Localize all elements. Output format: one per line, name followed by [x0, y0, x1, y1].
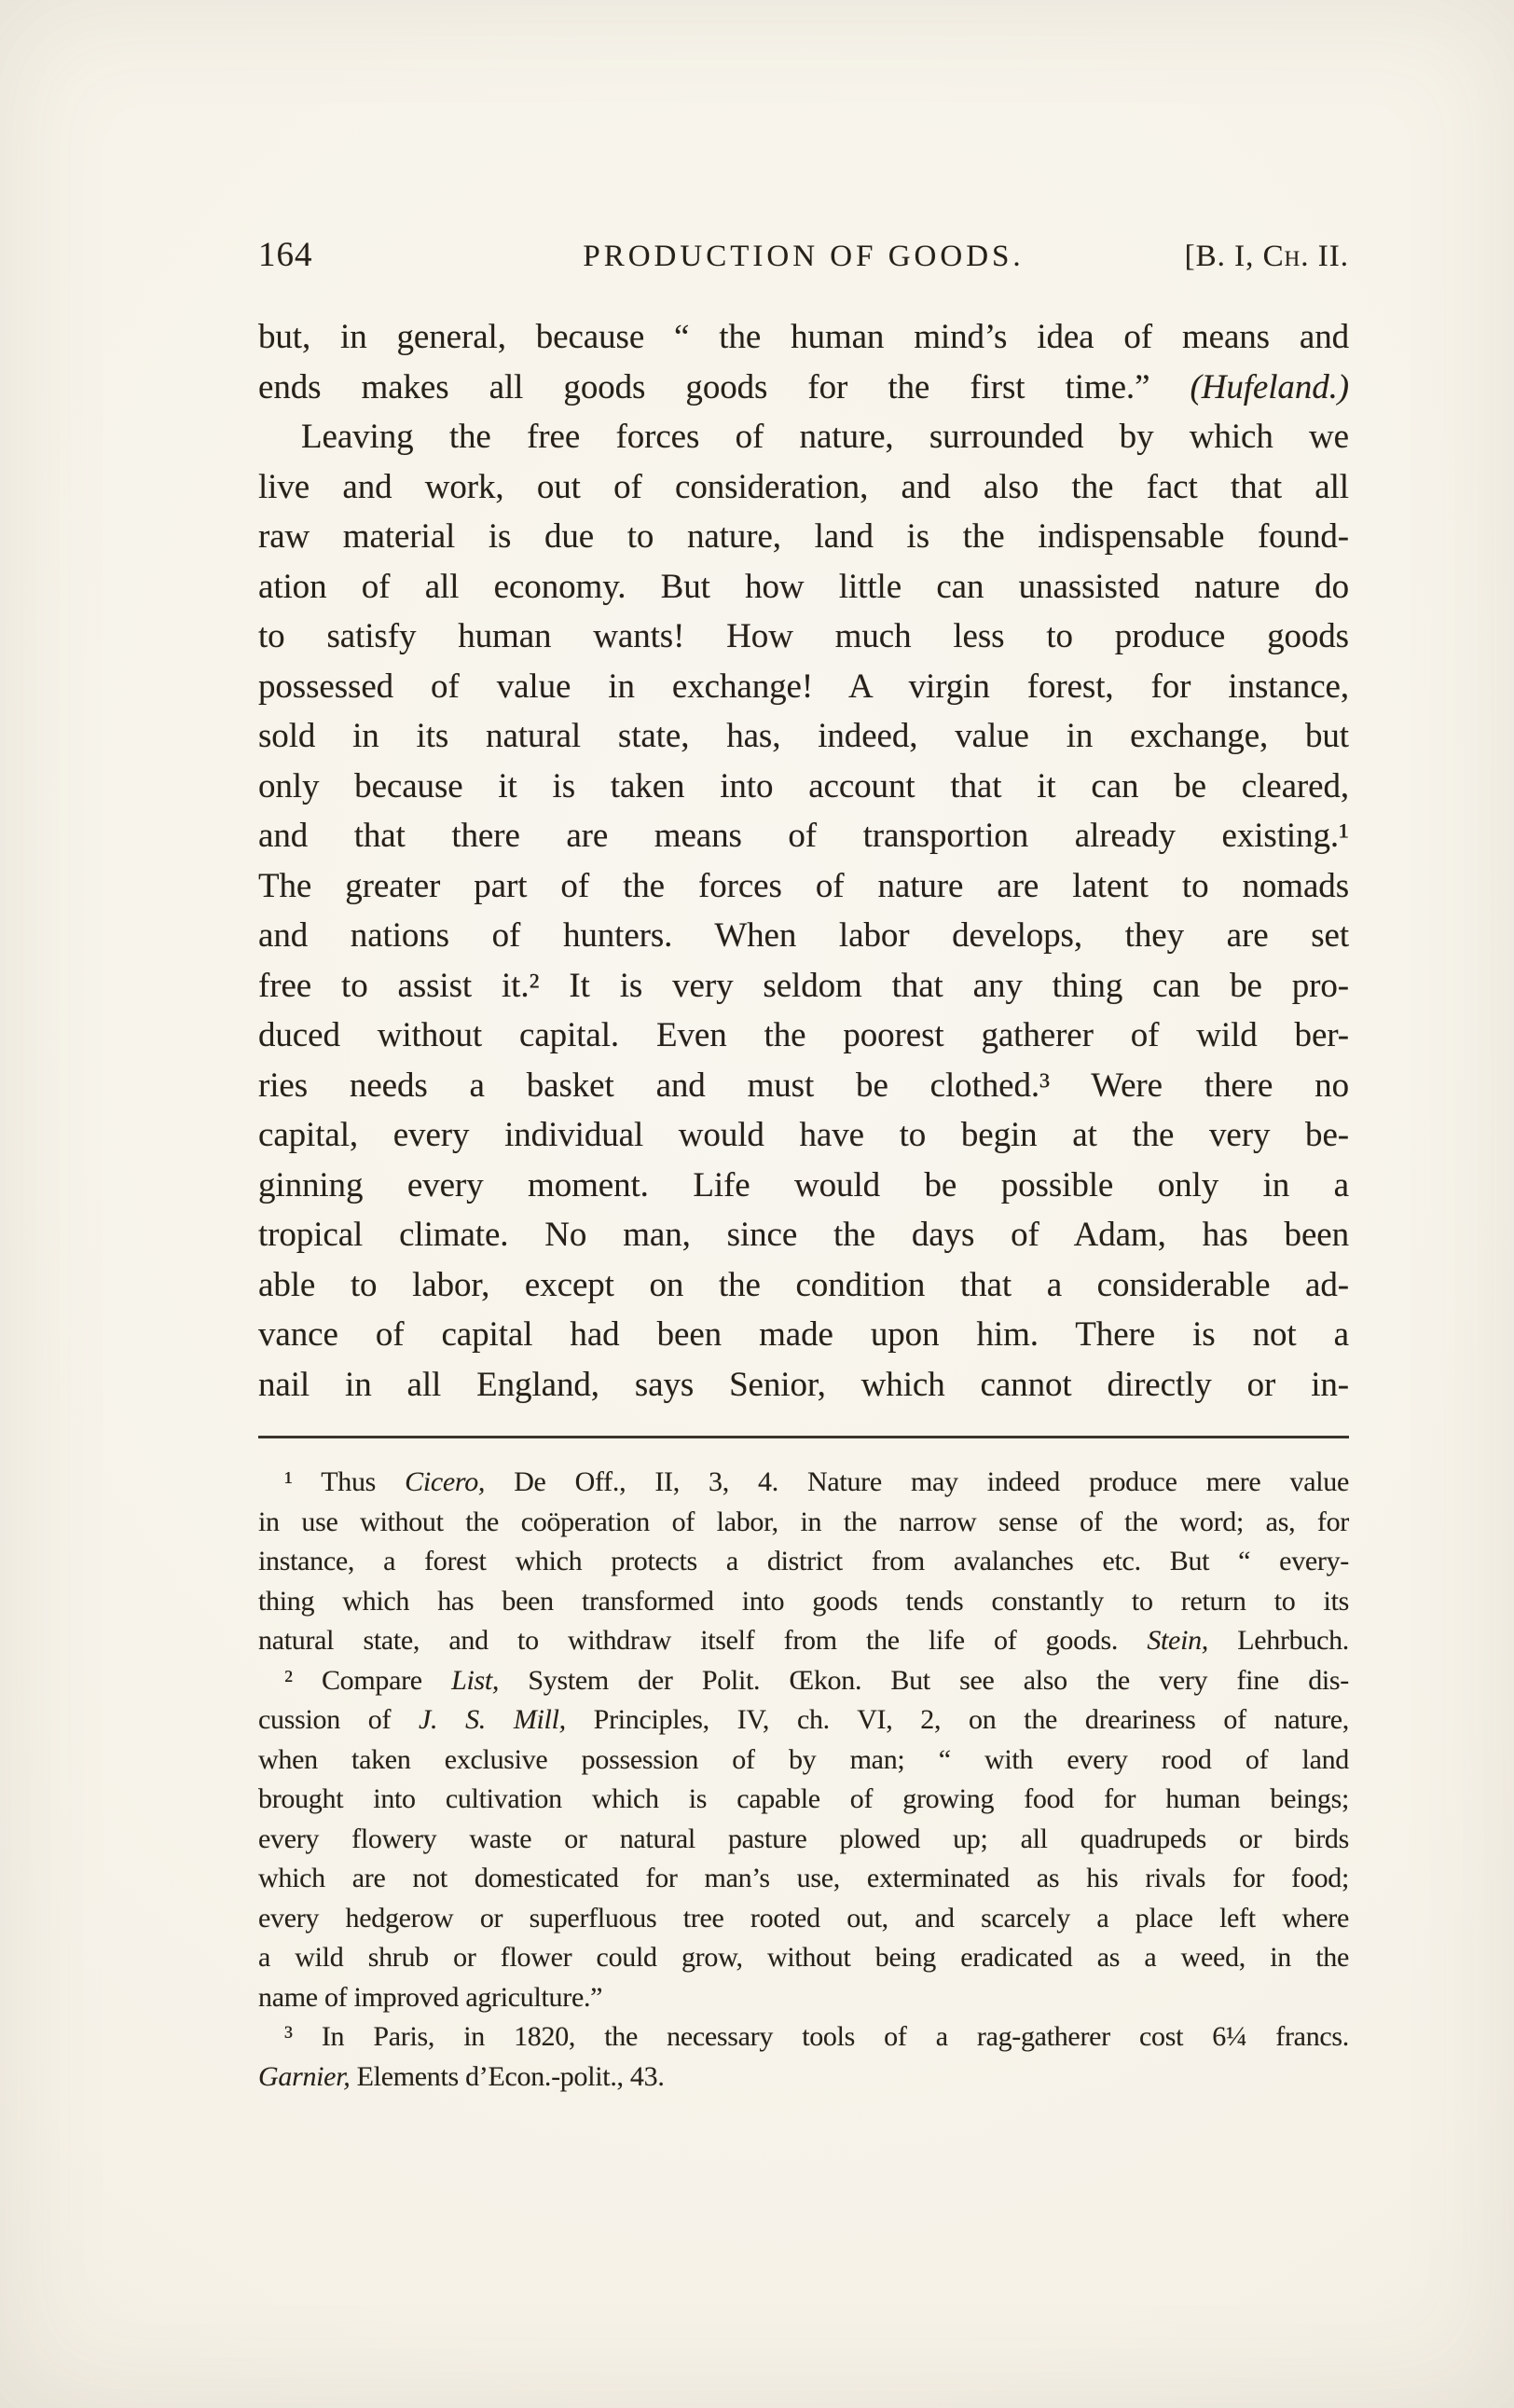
- footnote-line: Garnier, Elements d’Econ.-polit., 43.: [258, 2060, 665, 2092]
- running-title: PRODUCTION OF GOODS.: [583, 240, 1025, 273]
- emphasized-text: (Hufeland.): [1190, 367, 1349, 406]
- footnote-line: ³ In Paris, in 1820, the necessary tools of a rag-gatherer cost 6¼ francs.: [284, 2021, 1349, 2052]
- emphasized-text: List,: [451, 1664, 500, 1696]
- page-content: [258, 235, 1349, 2097]
- text-line: The greater part of the forces of nature are latent to nomads: [258, 866, 1349, 905]
- text-line: ries needs a basket and must be clothed.³ Were there no: [258, 1066, 1349, 1105]
- emphasized-text: Garnier,: [258, 2060, 351, 2092]
- text-line: Leaving the free forces of nature, surrounded by which we: [301, 418, 1349, 456]
- text-line: free to assist it.² It is very seldom that any thing can be pro-: [258, 966, 1349, 1005]
- page-number: 164: [258, 236, 313, 274]
- text-line: and that there are means of transportion already existing.¹: [258, 817, 1349, 855]
- text-line: possessed of value in exchange! A virgin forest, for instance,: [258, 667, 1349, 706]
- text-line: but, in general, because “ the human mind’s idea of means and: [258, 318, 1349, 356]
- emphasized-text: J. S. Mill,: [419, 1704, 566, 1735]
- text-line: only because it is taken into account that it can be cleared,: [258, 766, 1349, 805]
- text-line: to satisfy human wants! How much less to produce goods: [258, 617, 1349, 655]
- chapter-reference: [B. I, Ch. II.: [1184, 240, 1349, 273]
- body-text: [258, 312, 1349, 1410]
- footnote-line: cussion of J. S. Mill, Principles, IV, ch. VI, 2, on the dreariness of nature,: [258, 1704, 1349, 1735]
- text-line: raw material is due to nature, land is the indispensable found-: [258, 517, 1349, 556]
- running-head: [258, 235, 1349, 275]
- text-line: duced without capital. Even the poorest gatherer of wild ber-: [258, 1016, 1349, 1054]
- footnote-divider: [258, 1436, 1349, 1438]
- text-line: nail in all England, says Senior, which cannot directly or in-: [258, 1365, 1349, 1404]
- footnote-line: name of improved agriculture.”: [258, 1981, 603, 2013]
- footnote-line: when taken exclusive possession of by man; “ with every rood of land: [258, 1743, 1349, 1775]
- footnote-line: natural state, and to withdraw itself from the life of goods. Stein, Lehrbuch.: [258, 1625, 1349, 1656]
- footnote-line: every flowery waste or natural pasture plowed up; all quadrupeds or birds: [258, 1823, 1349, 1854]
- footnote-line: every hedgerow or superfluous tree rooted out, and scarcely a place left where: [258, 1902, 1349, 1933]
- footnote-line: in use without the coöperation of labor, in the narrow sense of the word; as, for: [258, 1506, 1349, 1537]
- emphasized-text: Stein,: [1147, 1625, 1208, 1656]
- footnote-line: thing which has been transformed into goods tends constantly to return to its: [258, 1585, 1349, 1617]
- text-line: and nations of hunters. When labor develops, they are set: [258, 916, 1349, 955]
- footnote-line: instance, a forest which protects a district from avalanches etc. But “ every-: [258, 1546, 1349, 1576]
- text-line: vance of capital had been made upon him. There is not a: [258, 1315, 1349, 1354]
- text-line: capital, every individual would have to begin at the very be-: [258, 1116, 1349, 1154]
- footnotes-section: [258, 1463, 1349, 2097]
- text-line: ation of all economy. But how little can unassisted nature do: [258, 567, 1349, 606]
- text-line: able to labor, except on the condition that a considerable ad-: [258, 1265, 1349, 1304]
- footnote-line: brought into cultivation which is capable of growing food for human beings;: [258, 1783, 1349, 1814]
- text-line: live and work, out of consideration, and also the fact that all: [258, 467, 1349, 506]
- text-line: ends makes all goods goods for the first time.” (Hufeland.): [258, 367, 1349, 406]
- footnote-line: which are not domesticated for man’s use, exterminated as his rivals for food;: [258, 1863, 1349, 1893]
- footnote-line: ² Compare List, System der Polit. Œkon. But see also the very fine dis-: [284, 1664, 1349, 1696]
- footnote-line: ¹ Thus Cicero, De Off., II, 3, 4. Nature may indeed produce mere value: [284, 1466, 1350, 1497]
- text-line: sold in its natural state, has, indeed, value in exchange, but: [258, 717, 1349, 755]
- text-line: ginning every moment. Life would be possible only in a: [258, 1165, 1349, 1204]
- emphasized-text: Cicero,: [405, 1466, 486, 1497]
- text-line: tropical climate. No man, since the days of Adam, has been: [258, 1216, 1349, 1254]
- footnote-line: a wild shrub or flower could grow, without being eradicated as a weed, in the: [258, 1942, 1349, 1973]
